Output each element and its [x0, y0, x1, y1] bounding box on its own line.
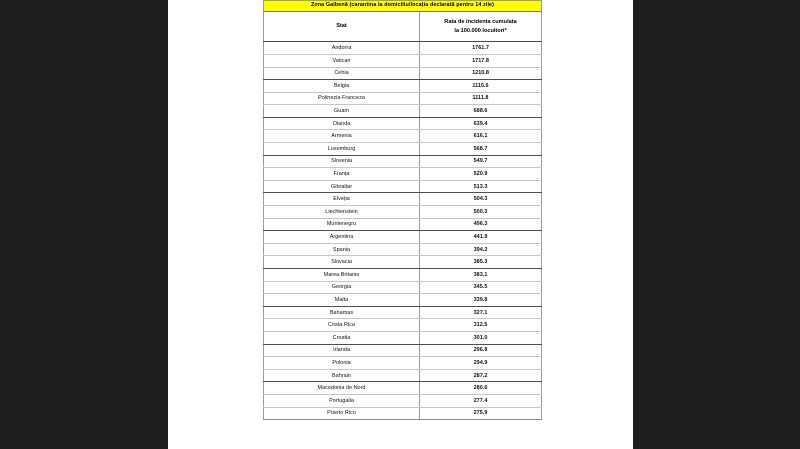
- cell-state: Muntenegru: [264, 218, 420, 231]
- table-row: [264, 143, 542, 156]
- cell-state: Franța: [264, 168, 420, 181]
- table-row: [264, 319, 542, 332]
- cell-rate: 639.4: [420, 117, 542, 130]
- cell-rate: 287.2: [420, 369, 542, 382]
- cell-rate: 275.9: [420, 407, 542, 420]
- cell-state: Polonia: [264, 357, 420, 370]
- table-row: [264, 281, 542, 294]
- cell-rate: 496.3: [420, 218, 542, 231]
- cell-state: Macedonia de Nord: [264, 382, 420, 395]
- table-row: [264, 193, 542, 206]
- zone-banner: Zona Galbenă (carantina la domiciliu/locația declarată pentru 14 zile): [264, 1, 542, 12]
- table-row: [264, 42, 542, 55]
- cell-state: Cehia: [264, 67, 420, 80]
- table-row: [264, 369, 542, 382]
- cell-rate: 549.7: [420, 155, 542, 168]
- cell-rate: 394.2: [420, 243, 542, 256]
- cell-rate: 441.9: [420, 231, 542, 244]
- cell-state: Irlanda: [264, 344, 420, 357]
- table-header: [264, 1, 542, 42]
- cell-rate: 327.1: [420, 306, 542, 319]
- cell-rate: 500.3: [420, 206, 542, 219]
- cell-state: Slovenia: [264, 155, 420, 168]
- cell-state: Liechtenstein: [264, 206, 420, 219]
- table-row: [264, 306, 542, 319]
- column-header-rate-line2: la 100.000 locuitori*: [454, 27, 507, 34]
- cell-rate: 513.3: [420, 180, 542, 193]
- cell-rate: 385.3: [420, 256, 542, 269]
- cell-rate: 277.4: [420, 394, 542, 407]
- cell-state: Argentina: [264, 231, 420, 244]
- document-page: [168, 0, 633, 449]
- cell-rate: 688.6: [420, 105, 542, 118]
- table-row: [264, 407, 542, 420]
- table-row: [264, 394, 542, 407]
- cell-rate: 339.8: [420, 294, 542, 307]
- cell-rate: 616.1: [420, 130, 542, 143]
- banner-row: [264, 1, 542, 12]
- cell-state: Gibraltar: [264, 180, 420, 193]
- cell-state: Puerto Rico: [264, 407, 420, 420]
- cell-state: Polinezia Franceza: [264, 92, 420, 105]
- table-row: [264, 117, 542, 130]
- cell-rate: 345.5: [420, 281, 542, 294]
- table-row: [264, 218, 542, 231]
- letterbox-bar-left: [0, 0, 168, 449]
- table-row: [264, 130, 542, 143]
- cell-rate: 294.9: [420, 357, 542, 370]
- cell-state: Slovacia: [264, 256, 420, 269]
- cell-rate: 383.1: [420, 269, 542, 282]
- yellow-zone-incidence-table: [263, 0, 542, 420]
- cell-rate: 568.7: [420, 143, 542, 156]
- cell-rate: 301.0: [420, 331, 542, 344]
- cell-state: Marea Britanie: [264, 269, 420, 282]
- table-row: [264, 92, 542, 105]
- table-row: [264, 294, 542, 307]
- cell-state: Malta: [264, 294, 420, 307]
- table-row: [264, 105, 542, 118]
- cell-rate: 1111.8: [420, 92, 542, 105]
- letterbox-bar-right: [633, 0, 800, 449]
- cell-state: Spania: [264, 243, 420, 256]
- table-row: [264, 180, 542, 193]
- table-row: [264, 256, 542, 269]
- cell-state: Bahrain: [264, 369, 420, 382]
- table-row: [264, 357, 542, 370]
- cell-state: Olanda: [264, 117, 420, 130]
- table-body: [264, 42, 542, 420]
- column-header-row: [264, 12, 542, 42]
- cell-state: Vatican: [264, 54, 420, 67]
- cell-state: Andorra: [264, 42, 420, 55]
- table-row: [264, 80, 542, 93]
- cell-state: Portugalia: [264, 394, 420, 407]
- cell-rate: 520.9: [420, 168, 542, 181]
- cell-state: Luxemburg: [264, 143, 420, 156]
- cell-rate: 280.6: [420, 382, 542, 395]
- table-row: [264, 269, 542, 282]
- table-row: [264, 67, 542, 80]
- cell-rate: 296.8: [420, 344, 542, 357]
- cell-state: Bahamas: [264, 306, 420, 319]
- table-row: [264, 382, 542, 395]
- table-row: [264, 155, 542, 168]
- cell-state: Croatia: [264, 331, 420, 344]
- column-header-rate-line1: Rata de incidenta cumulata: [444, 19, 517, 26]
- cell-rate: 504.3: [420, 193, 542, 206]
- cell-state: Elveția: [264, 193, 420, 206]
- cell-state: Georgia: [264, 281, 420, 294]
- table-container: [263, 0, 541, 420]
- cell-rate: 1761.7: [420, 42, 542, 55]
- cell-rate: 1210.8: [420, 67, 542, 80]
- table-row: [264, 54, 542, 67]
- cell-rate: 312.5: [420, 319, 542, 332]
- table-row: [264, 168, 542, 181]
- column-header-state: Stat: [264, 12, 420, 42]
- cell-state: Armenia: [264, 130, 420, 143]
- table-row: [264, 206, 542, 219]
- table-row: [264, 243, 542, 256]
- cell-rate: 1115.6: [420, 80, 542, 93]
- cell-state: Belgia: [264, 80, 420, 93]
- column-header-rate: [420, 12, 542, 42]
- table-row: [264, 344, 542, 357]
- table-row: [264, 231, 542, 244]
- cell-rate: 1717.8: [420, 54, 542, 67]
- cell-state: Guam: [264, 105, 420, 118]
- table-row: [264, 331, 542, 344]
- cell-state: Costa Rica: [264, 319, 420, 332]
